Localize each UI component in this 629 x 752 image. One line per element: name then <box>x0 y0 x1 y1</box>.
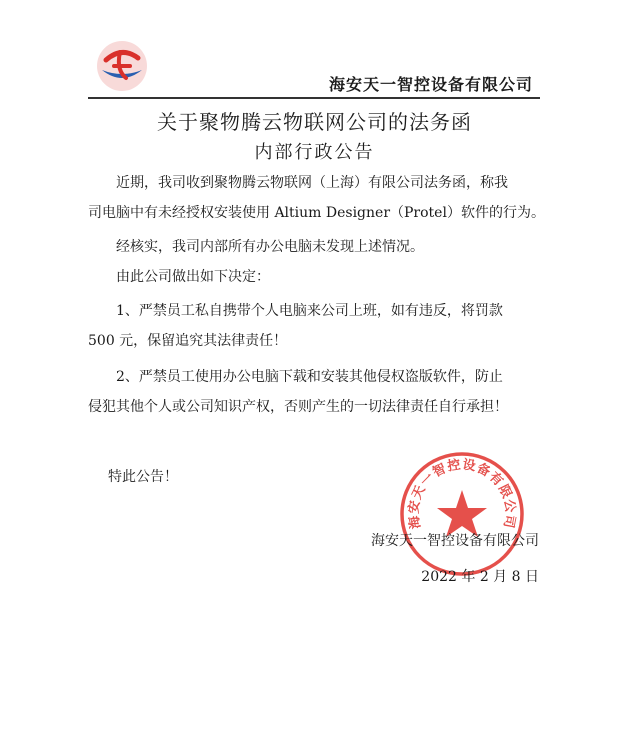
company-logo <box>96 40 148 92</box>
paragraph-5-line-2: 侵犯其他个人或公司知识产权，否则产生的一切法律责任自行承担！ <box>88 399 508 415</box>
paragraph-1-line-2: 司电脑中有未经授权安装使用 Altium Designer（Protel）软件的行为。 <box>88 205 545 221</box>
paragraph-2 <box>88 232 540 262</box>
header-divider <box>88 97 540 99</box>
paragraph-4 <box>88 296 540 356</box>
paragraph-2-text: 经核实，我司内部所有办公电脑未发现上述情况。 <box>116 239 424 255</box>
signature-company: 海安天一智控设备有限公司 <box>371 533 539 549</box>
closing-text: 特此公告！ <box>108 469 178 485</box>
document-title: 关于聚物腾云物联网公司的法务函 <box>157 110 472 134</box>
paragraph-3-text: 由此公司做出如下决定： <box>116 269 270 285</box>
signature-date: 2022 年 2 月 8 日 <box>421 569 539 585</box>
paragraph-1-line-1: 近期，我司收到聚物腾云物联网（上海）有限公司法务函，称我 <box>116 175 508 191</box>
paragraph-5-line-1: 2、严禁员工使用办公电脑下载和安装其他侵权盗版软件，防止 <box>116 369 503 385</box>
paragraph-1 <box>88 168 545 228</box>
official-seal <box>398 450 526 578</box>
paragraph-4-line-2: 500 元，保留追究其法律责任！ <box>88 333 288 349</box>
paragraph-5 <box>88 362 540 422</box>
header-company-name: 海安天一智控设备有限公司 <box>328 75 533 94</box>
svg-text:海安天一智控设备有限公司: 海安天一智控设备有限公司 <box>406 457 518 531</box>
paragraph-4-line-1: 1、严禁员工私自携带个人电脑来公司上班，如有违反，将罚款 <box>116 303 503 319</box>
document-subtitle: 内部行政公告 <box>254 142 375 163</box>
paragraph-3 <box>88 262 540 292</box>
